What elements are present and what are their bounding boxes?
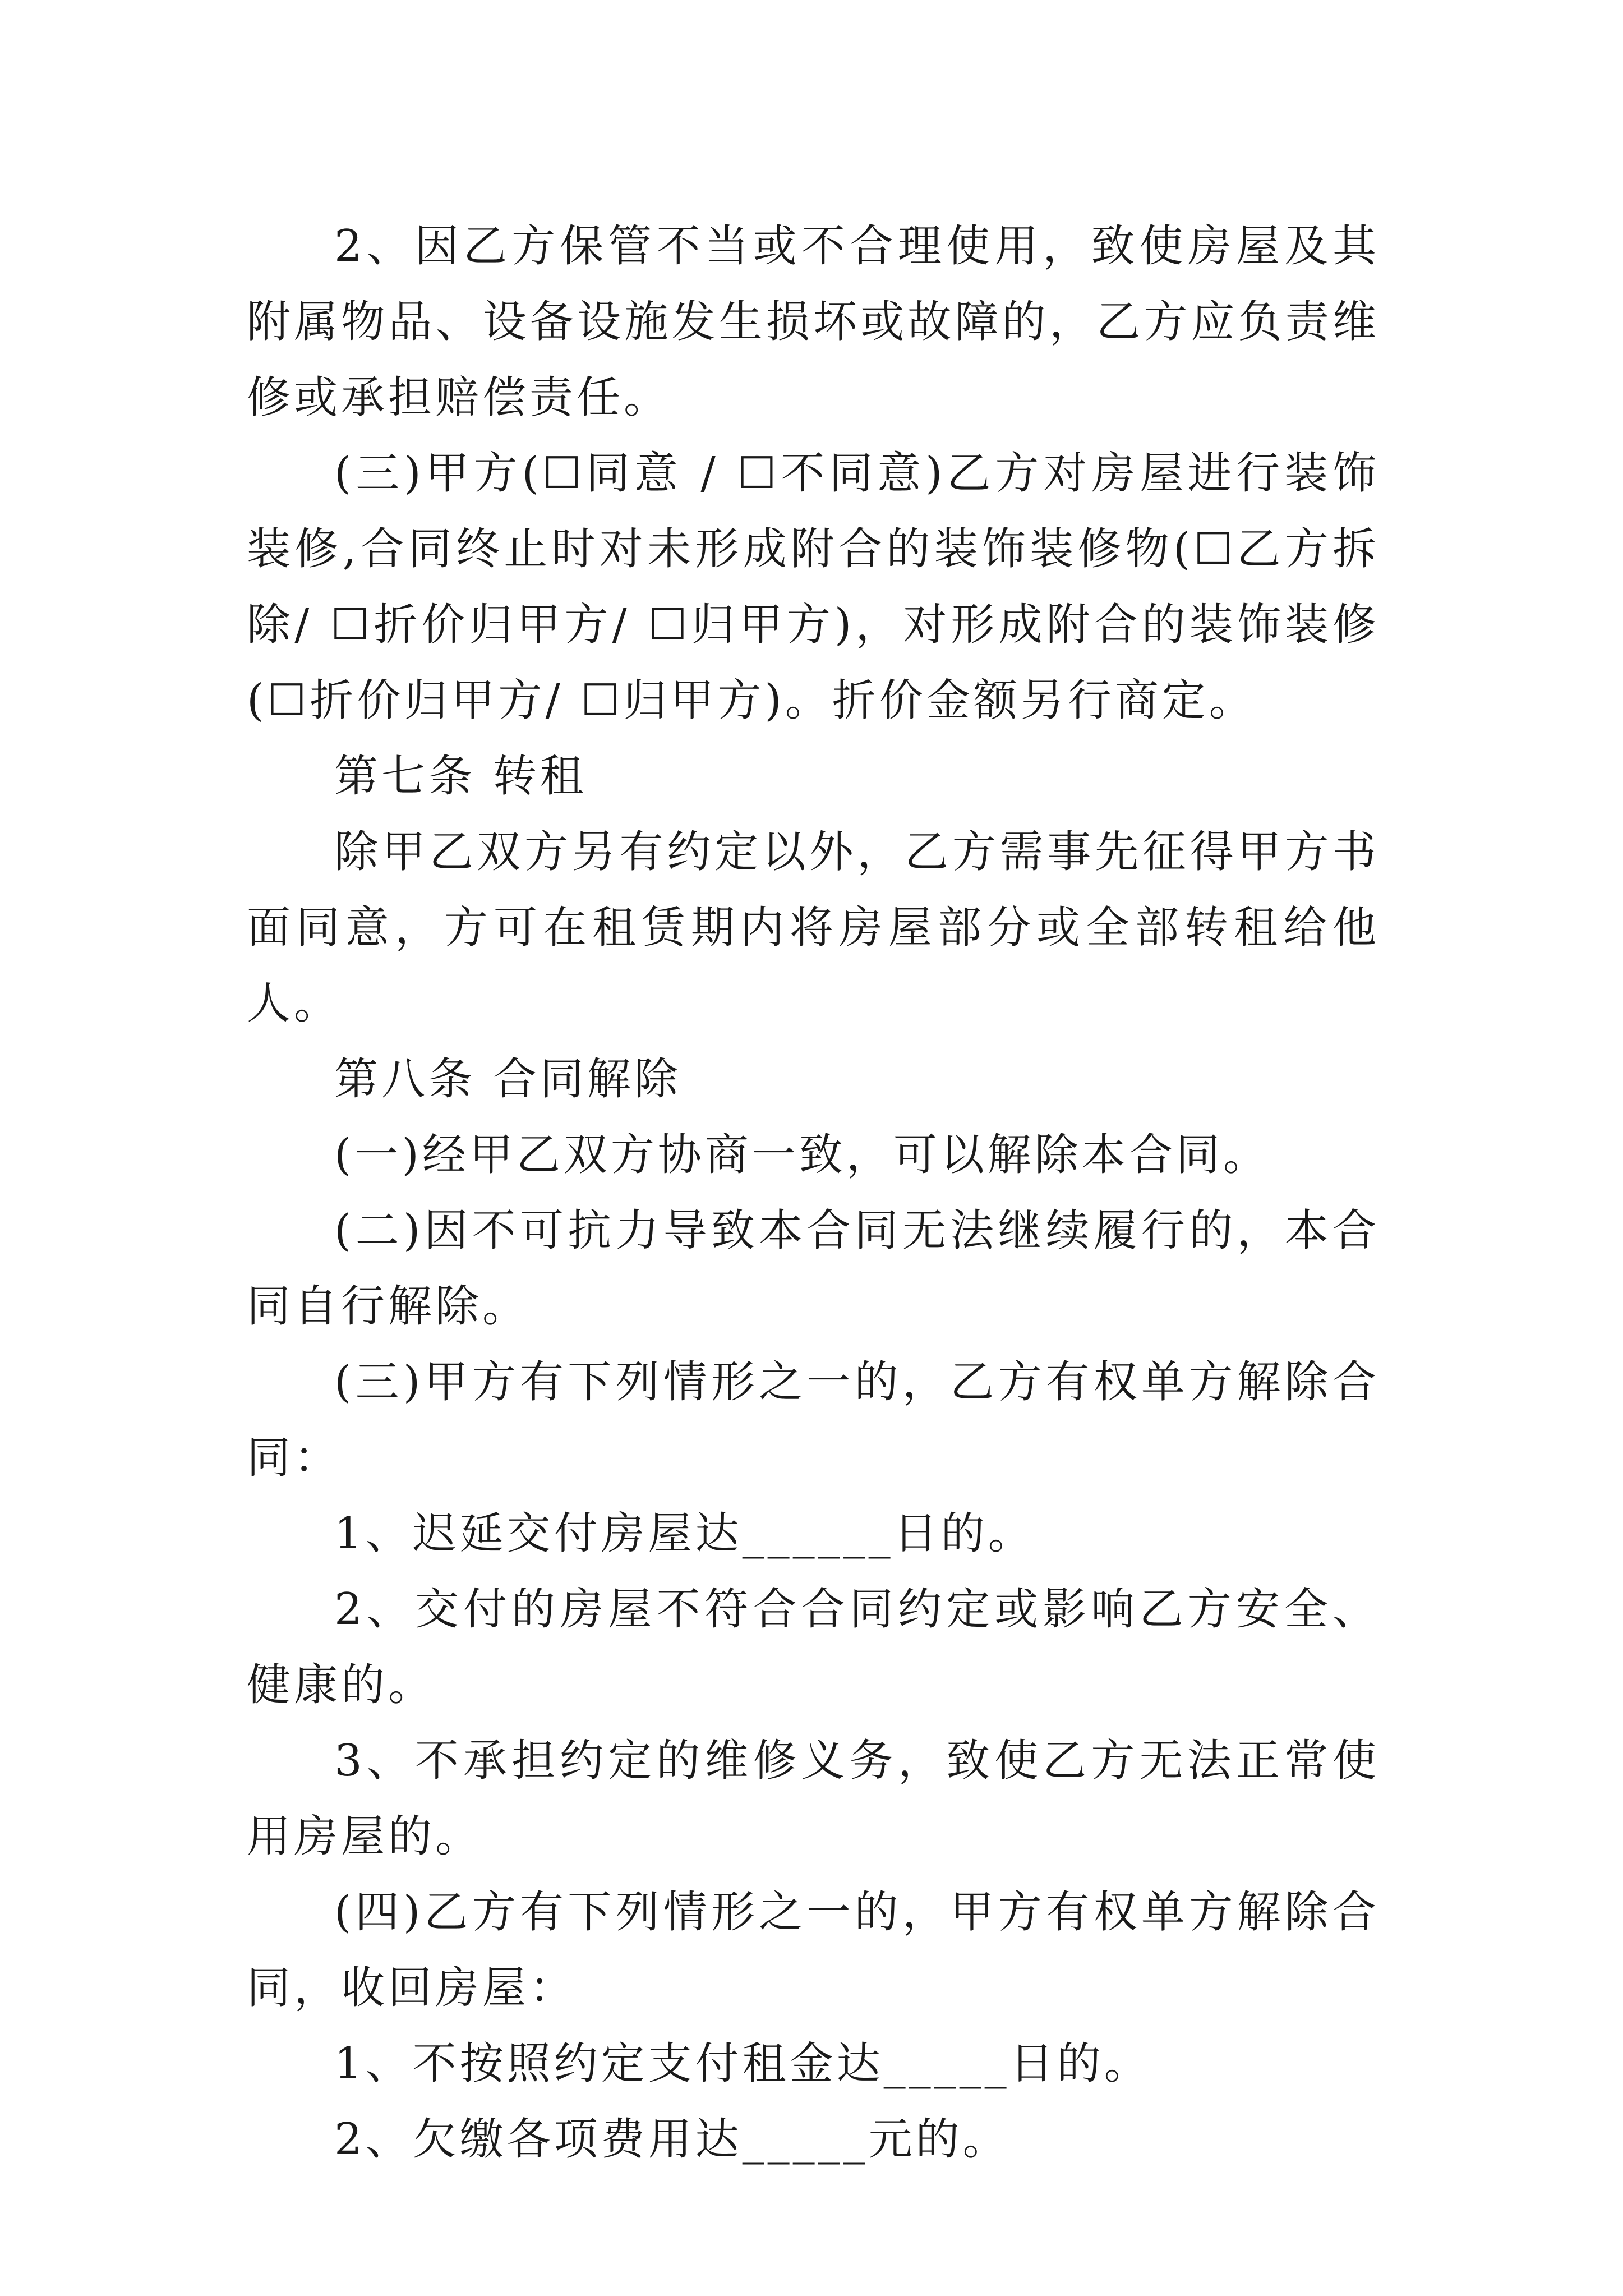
- article-7-heading: 第七条 转租: [334, 751, 587, 802]
- list-item-rent-arrears: 1、不按照约定支付租金达_____日的。: [334, 2039, 1151, 2089]
- paragraph-landlord-termination-right: (四)乙方有下列情形之一的，甲方有权单方解除合同，收回房屋：: [247, 1887, 1380, 2013]
- document-body: [247, 209, 1380, 2178]
- list-item-repair-failure: 3、不承担约定的维修义务，致使乙方无法正常使用房屋的。: [247, 1736, 1380, 1862]
- paragraph-decoration-consent: (三)甲方(☐同意 / ☐不同意)乙方对房屋进行装饰装修,合同终止时对未形成附合的装饰装修物(☐乙方拆除/ ☐折价归甲方/ ☐归甲方)，对形成附合的装饰装修(☐折价归甲方/ ☐归甲方)。折价金额另行商定。: [247, 448, 1380, 726]
- paragraph-tenant-termination-right: (三)甲方有下列情形之一的，乙方有权单方解除合同：: [247, 1357, 1380, 1483]
- list-item-nonconforming-house: 2、交付的房屋不符合合同约定或影响乙方安全、健康的。: [247, 1584, 1380, 1710]
- paragraph-force-majeure: (二)因不可抗力导致本合同无法继续履行的，本合同自行解除。: [247, 1205, 1380, 1332]
- paragraph-mutual-termination: (一)经甲乙双方协商一致，可以解除本合同。: [334, 1130, 1270, 1180]
- list-item-delayed-delivery: 1、迟延交付房屋达______日的。: [334, 1508, 1035, 1559]
- paragraph-sublease: 除甲乙双方另有约定以外，乙方需事先征得甲方书面同意，方可在租赁期内将房屋部分或全部转租给他人。: [247, 827, 1380, 1029]
- paragraph-damage-repair: 2、因乙方保管不当或不合理使用，致使房屋及其附属物品、设备设施发生损坏或故障的，乙方应负责维修或承担赔偿责任。: [247, 221, 1380, 423]
- article-8-heading: 第八条 合同解除: [334, 1054, 681, 1105]
- list-item-fee-arrears: 2、欠缴各项费用达_____元的。: [334, 2114, 1010, 2165]
